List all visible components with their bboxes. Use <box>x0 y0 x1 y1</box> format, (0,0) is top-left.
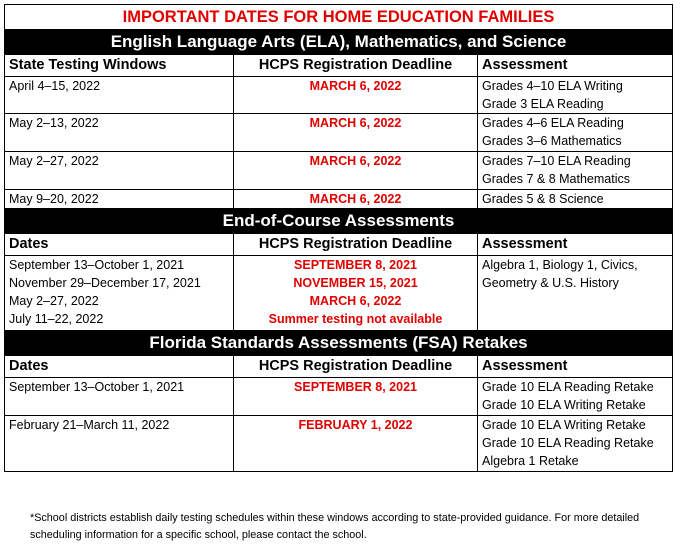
assessment-line: Grades 7–10 ELA Reading <box>482 154 631 168</box>
assessment-cell <box>478 114 673 152</box>
assessment-line: Geometry & U.S. History <box>482 276 619 290</box>
assessment-cell <box>478 190 673 209</box>
deadline-line: Summer testing not available <box>268 312 443 326</box>
table-row <box>5 77 673 114</box>
dates-line: November 29–December 17, 2021 <box>9 276 201 290</box>
assessment-line: Grades 4–6 ELA Reading <box>482 116 624 130</box>
assessment-cell <box>478 152 673 190</box>
deadline-line: MARCH 6, 2022 <box>309 294 402 308</box>
deadline-cell <box>234 114 478 152</box>
section-heading-row <box>5 331 673 356</box>
dates-line: July 11–22, 2022 <box>9 312 104 326</box>
table-row <box>5 152 673 190</box>
column-header: Dates <box>5 234 234 256</box>
deadline-cell <box>234 152 478 190</box>
dates-line: September 13–October 1, 2021 <box>9 258 185 272</box>
deadline-line: SEPTEMBER 8, 2021 <box>294 258 417 272</box>
dates-cell <box>5 256 234 331</box>
column-header-row <box>5 55 673 77</box>
column-header: Assessment <box>478 55 673 77</box>
column-header: Assessment <box>478 234 673 256</box>
column-header: HCPS Registration Deadline <box>234 356 478 378</box>
assessment-line: Grade 3 ELA Reading <box>482 97 604 111</box>
deadline-line: SEPTEMBER 8, 2021 <box>294 380 417 394</box>
title-row <box>5 5 673 30</box>
table-row <box>5 378 673 416</box>
assessment-line: Grade 10 ELA Writing Retake <box>482 398 646 412</box>
assessment-cell <box>478 378 673 416</box>
dates-line: April 4–15, 2022 <box>9 79 101 93</box>
dates-line: May 9–20, 2022 <box>9 192 99 206</box>
assessment-cell <box>478 77 673 114</box>
table-row <box>5 256 673 331</box>
footnote: *School districts establish daily testing schedules within these windows according to state-provided guidance. For more detailed scheduling information for a specific school, please contact the school. <box>30 512 640 541</box>
dates-cell <box>5 378 234 416</box>
dates-line: May 2–13, 2022 <box>9 116 99 130</box>
column-header-row <box>5 234 673 256</box>
dates-line: May 2–27, 2022 <box>9 294 99 308</box>
deadline-line: NOVEMBER 15, 2021 <box>293 276 418 290</box>
column-header: HCPS Registration Deadline <box>234 55 478 77</box>
assessment-line: Algebra 1, Biology 1, Civics, <box>482 258 638 272</box>
deadline-cell <box>234 256 478 331</box>
column-header: Assessment <box>478 356 673 378</box>
assessment-line: Grades 5 & 8 Science <box>482 192 604 206</box>
document-title: IMPORTANT DATES FOR HOME EDUCATION FAMILIES <box>5 5 673 30</box>
section-heading: End-of-Course Assessments <box>5 209 673 234</box>
section-heading: English Language Arts (ELA), Mathematics, and Science <box>5 30 673 55</box>
deadline-line: MARCH 6, 2022 <box>309 192 402 206</box>
table-row <box>5 416 673 472</box>
assessment-line: Grade 10 ELA Writing Retake <box>482 418 646 432</box>
assessment-cell <box>478 416 673 472</box>
assessment-line: Grade 10 ELA Reading Retake <box>482 380 654 394</box>
deadline-cell <box>234 416 478 472</box>
dates-cell <box>5 190 234 209</box>
deadline-line: FEBRUARY 1, 2022 <box>298 418 413 432</box>
dates-line: May 2–27, 2022 <box>9 154 99 168</box>
table-row <box>5 114 673 152</box>
table-row <box>5 190 673 209</box>
column-header: Dates <box>5 356 234 378</box>
dates-line: February 21–March 11, 2022 <box>9 418 170 432</box>
assessment-line: Grades 7 & 8 Mathematics <box>482 172 630 186</box>
section-heading: Florida Standards Assessments (FSA) Retakes <box>5 331 673 356</box>
deadline-cell <box>234 378 478 416</box>
section-heading-row <box>5 209 673 234</box>
deadline-cell <box>234 190 478 209</box>
assessment-line: Algebra 1 Retake <box>482 454 579 468</box>
dates-table <box>4 4 673 472</box>
dates-document <box>4 4 672 541</box>
deadline-line: MARCH 6, 2022 <box>309 154 402 168</box>
dates-cell <box>5 77 234 114</box>
deadline-line: MARCH 6, 2022 <box>309 116 402 130</box>
dates-line: September 13–October 1, 2021 <box>9 380 185 394</box>
assessment-line: Grades 3–6 Mathematics <box>482 134 622 148</box>
column-header: HCPS Registration Deadline <box>234 234 478 256</box>
section-heading-row <box>5 30 673 55</box>
dates-cell <box>5 152 234 190</box>
column-header: State Testing Windows <box>5 55 234 77</box>
dates-cell <box>5 416 234 472</box>
assessment-cell <box>478 256 673 331</box>
assessment-line: Grades 4–10 ELA Writing <box>482 79 623 93</box>
deadline-cell <box>234 77 478 114</box>
column-header-row <box>5 356 673 378</box>
dates-cell <box>5 114 234 152</box>
deadline-line: MARCH 6, 2022 <box>309 79 402 93</box>
assessment-line: Grade 10 ELA Reading Retake <box>482 436 654 450</box>
